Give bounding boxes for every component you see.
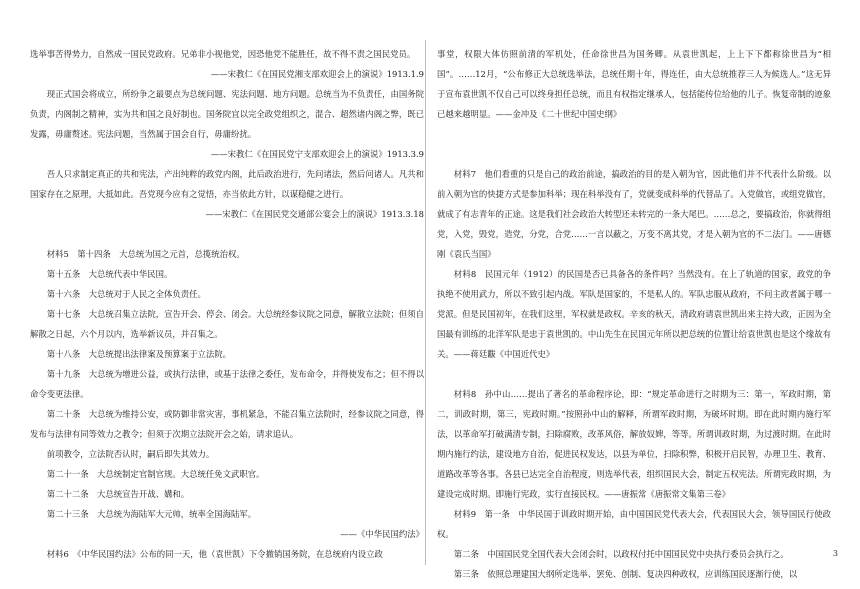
paragraph-gap — [437, 364, 831, 384]
paragraph: 吾人只求制定真正的共和宪法，产出纯粹的政党内阁，此后政治进行，先问诸法，然后问诸人。凡共和国家存在之原理，大抵如此。吾党现今应有之觉悟，亦当依此方针，以谋稳健之进行。 — [30, 169, 424, 199]
page-number: 3 — [832, 549, 838, 558]
paragraph: 材料7 他们看重的只是自己的政治前途，搞政治的目的是入朝为官，因此他们并不代表什么阶级。以前入朝为官的快捷方式是参加科举；现在科举没有了，党就变成科举的代替品了。入党做官，或组党做官，就成了有志青年的正途。这是我们社会政治大转型还未转完的一条大尾巴。……总之，要搞政治，你就得组党，入党，毁党，造党，分党，合党……一言以蔽之，万变不离其党，才是入朝为官的不二法门。——唐德刚《袁氏当国》 — [437, 169, 831, 259]
paragraph: 事堂，权限大体仿照前清的军机处，任命徐世昌为国务卿。从袁世凯起，上上下下都称徐世昌为“相国”。……12月，“公布修正大总统选举法，总统任期十年，得连任，由大总统推荐三人为候选人。”这无异于宣布袁世凯不仅自己可以终身担任总统，而且有权指定继承人，包括能传位给他的儿子。恢复帝制的迹象已越来越明显。——金冲及《二十世纪中国史纲》 — [437, 49, 831, 119]
paragraph: 材料9 第一条 中华民国于训政时期开始，由中国国民党代表大会，代表国民大会，领导国民行使政权。 — [437, 509, 831, 539]
citation: ——《中华民国约法》 — [340, 529, 424, 539]
citation: ——宋教仁《在国民党湘支部欢迎会上的演说》1913.1.9 — [210, 69, 424, 79]
paragraph: 材料6 《中华民国约法》公布的同一天，他（袁世凯）下令撤销国务院，在总统府内设立政 — [46, 549, 383, 559]
paragraph: 前项教令，立法院否认时，嗣后即失其效力。 — [46, 449, 215, 459]
paragraph: 第十七条 大总统召集立法院，宣告开会、停会、闭会。大总统经参议院之同意，解散立法院；但须自解散之日起，六个月以内，选举新议员，并召集之。 — [30, 309, 424, 339]
paragraph-gap — [30, 224, 424, 244]
paragraph: 第二条 中国国民党全国代表大会闭会时，以政权付托中国国民党中央执行委员会执行之。 — [453, 549, 789, 559]
paragraph: 选举事苦得势力，自然成一国民党政府。兄弟非小视他党，因恐他党不能胜任，故不得不责之国民党员。 — [30, 49, 416, 59]
paragraph: 材料5 第十四条 大总统为国之元首，总揽统治权。 — [46, 249, 245, 259]
paragraph: 第二十一条 大总统制定官制官规。大总统任免文武职官。 — [46, 469, 265, 479]
right-column — [437, 44, 831, 584]
paragraph: 现正式国会将成立，所纷争之最要点为总统问题、宪法问题、地方问题。总统当为不负责任，由国务院负责，内阁制之精神，实为共和国之良好制也。国务院宜以完全政党组织之，混合、超然诸内阁之弊，既已发露，毋庸赘述。宪法问题，当然属于国会自行，毋庸纷扰。 — [30, 89, 424, 139]
paragraph: 第三条 依照总理建国大纲所定选举、罢免、创制、复决四种政权，应训练国民逐渐行使，以 — [453, 569, 798, 579]
paragraph: 第二十二条 大总统宣告开战、媾和。 — [46, 489, 190, 499]
paragraph: 第二十三条 大总统为海陆军大元帅，统率全国海陆军。 — [46, 509, 257, 519]
citation: ——宋教仁《在国民党交通部公宴会上的演说》1913.3.18 — [205, 209, 424, 219]
paragraph: 材料8 孙中山……提出了著名的革命程序论，即：“规定革命进行之时期为三：第一，军政时期，第二，训政时期，第三，宪政时期。”按照孙中山的解释，所谓军政时期，为破坏时期。即在此时期内施行军法，以革命军打破满清专制，扫除腐败，改革风俗，解放奴婢，等等。所谓训政时期，为过渡时期。在此时期内施行约法，建设地方自治，促进民权发达，以县为单位，扫除积弊，积极开启民智，办理卫生、教育、道路改革等各事。各县已达完全自治程度，则选举代表，组织国民大会，制定五权宪法。所谓宪政时期，为建设完成时期。即施行宪政，实行直接民权。——唐振常《唐振常文集第三卷》 — [437, 389, 831, 499]
left-column — [30, 44, 424, 564]
citation: ——宋教仁《在国民党宁支部欢迎会上的演说》1913.3.9 — [210, 149, 424, 159]
paragraph: 第十八条 大总统提出法律案及预算案于立法院。 — [46, 349, 232, 359]
paragraph: 第十六条 大总统对于人民之全体负责任。 — [46, 289, 206, 299]
paragraph: 材料8 民国元年（1912）的民国是否已具备各的条件吗？当然没有。在上了轨道的国家，政党的争执绝不使用武力，所以不致引起内战。军队是国家的，不是私人的。军队忠服从政府，不问主政者属于哪一党派。但是民国初年，在我们这里，军权就是政权。辛亥的秋天，清政府请袁世凯出来主持大政，正因为全国最有训练的北洋军队是忠于袁世凯的。中山先生在民国元年所以把总统的位置让给袁世凯也是这个缘故有关。——蒋廷黻《中国近代史》 — [437, 269, 831, 359]
paragraph: 第二十条 大总统为维持公安，或防御非常灾害，事机紧急，不能召集立法院时，经参议院之同意，得发布与法律有同等效力之教令；但须于次期立法院开会之始，请求追认。 — [30, 409, 424, 439]
paragraph: 第十五条 大总统代表中华民国。 — [46, 269, 173, 279]
column-divider — [425, 40, 426, 565]
paragraph: 第十九条 大总统为增进公益，或执行法律，或基于法律之委任，发布命令，并得使发布之；但不得以命令变更法律。 — [30, 369, 424, 399]
paragraph-gap — [437, 124, 831, 164]
